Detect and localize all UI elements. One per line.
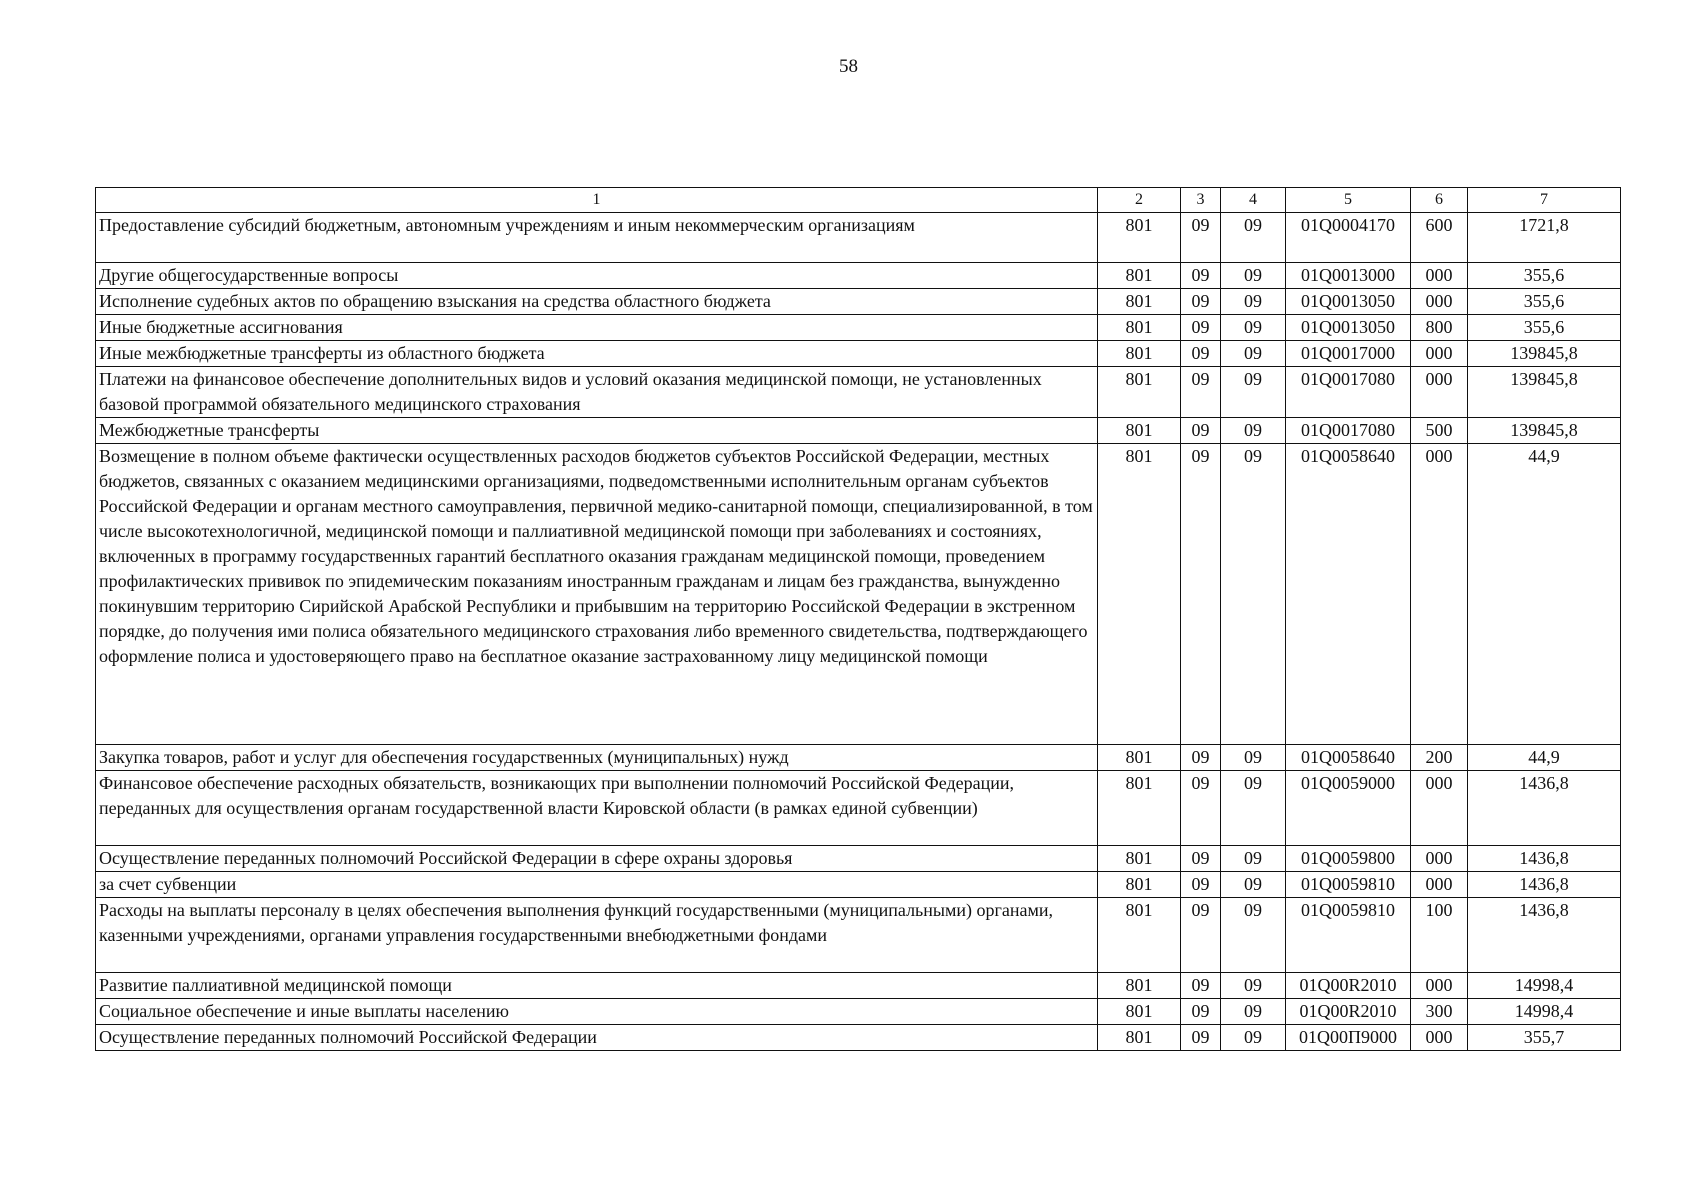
table-row: [96, 999, 1621, 1025]
row-col-3: 09: [1181, 418, 1221, 444]
table-row: [96, 263, 1621, 289]
row-col-2: 801: [1098, 367, 1181, 418]
header-col-4: 4: [1221, 188, 1286, 213]
row-col-2: 801: [1098, 999, 1181, 1025]
row-col-4: 09: [1221, 999, 1286, 1025]
row-col-4: 09: [1221, 898, 1286, 973]
row-name: Финансовое обеспечение расходных обязательств, возникающих при выполнении полномочий Российской Федерации, переданных для осуществления органам государственной власти Кировской области (в рамках единой субвенции): [96, 771, 1098, 846]
row-col-6: 100: [1411, 898, 1468, 973]
row-col-4: 09: [1221, 315, 1286, 341]
row-col-6: 200: [1411, 745, 1468, 771]
row-col-7: 44,9: [1468, 444, 1621, 745]
row-name: Возмещение в полном объеме фактически осуществленных расходов бюджетов субъектов Российской Федерации, местных бюджетов, связанных с оказанием медицинскими организациями, подведомственными исполнительным органам субъектов Российской Федерации и органам местного самоуправления, первичной медико-санитарной помощи, специализированной, в том числе высокотехнологичной, медицинской помощи и паллиативной медицинской помощи при заболеваниях и состояниях, включенных в программу государственных гарантий бесплатного оказания гражданам медицинской помощи, проведением профилактических прививок по эпидемическим показаниям иностранным гражданам и лицам без гражданства, вынужденно покинувшим территорию Сирийской Арабской Республики и прибывшим на территорию Российской Федерации в экстренном порядке, до получения ими полиса обязательного медицинского страхования либо временного свидетельства, подтверждающего оформление полиса и удостоверяющего право на бесплатное оказание застрахованному лицу медицинской помощи: [96, 444, 1098, 745]
row-col-2: 801: [1098, 289, 1181, 315]
header-col-1: 1: [96, 188, 1098, 213]
row-col-2: 801: [1098, 745, 1181, 771]
row-col-5: 01Q0059800: [1286, 846, 1411, 872]
row-col-3: 09: [1181, 872, 1221, 898]
row-col-7: 355,6: [1468, 315, 1621, 341]
row-col-6: 800: [1411, 315, 1468, 341]
row-col-5: 01Q0017000: [1286, 341, 1411, 367]
table-row: [96, 367, 1621, 418]
table-row: [96, 973, 1621, 999]
row-col-3: 09: [1181, 1025, 1221, 1051]
table-row: [96, 1025, 1621, 1051]
row-col-6: 000: [1411, 872, 1468, 898]
row-col-2: 801: [1098, 872, 1181, 898]
row-name: Иные бюджетные ассигнования: [96, 315, 1098, 341]
row-col-2: 801: [1098, 418, 1181, 444]
row-col-7: 355,6: [1468, 263, 1621, 289]
row-col-3: 09: [1181, 898, 1221, 973]
row-col-4: 09: [1221, 263, 1286, 289]
row-col-2: 801: [1098, 444, 1181, 745]
row-col-6: 300: [1411, 999, 1468, 1025]
row-col-5: 01Q0013000: [1286, 263, 1411, 289]
table-row: [96, 771, 1621, 846]
table-row: [96, 418, 1621, 444]
row-col-6: 000: [1411, 846, 1468, 872]
table-row: [96, 341, 1621, 367]
row-col-4: 09: [1221, 289, 1286, 315]
row-col-2: 801: [1098, 315, 1181, 341]
row-name: за счет субвенции: [96, 872, 1098, 898]
row-col-7: 139845,8: [1468, 418, 1621, 444]
row-col-7: 1436,8: [1468, 872, 1621, 898]
row-col-3: 09: [1181, 289, 1221, 315]
row-col-7: 14998,4: [1468, 999, 1621, 1025]
row-col-7: 1721,8: [1468, 213, 1621, 263]
row-col-2: 801: [1098, 263, 1181, 289]
table-row: [96, 872, 1621, 898]
row-name: Осуществление переданных полномочий Российской Федерации: [96, 1025, 1098, 1051]
header-col-2: 2: [1098, 188, 1181, 213]
row-col-5: 01Q0013050: [1286, 289, 1411, 315]
header-col-5: 5: [1286, 188, 1411, 213]
row-name: Осуществление переданных полномочий Российской Федерации в сфере охраны здоровья: [96, 846, 1098, 872]
row-col-5: 01Q0017080: [1286, 418, 1411, 444]
table-row: [96, 898, 1621, 973]
row-col-7: 139845,8: [1468, 341, 1621, 367]
row-col-5: 01Q0004170: [1286, 213, 1411, 263]
row-col-7: 1436,8: [1468, 846, 1621, 872]
row-name: Предоставление субсидий бюджетным, автономным учреждениям и иным некоммерческим организациям: [96, 213, 1098, 263]
row-col-4: 09: [1221, 341, 1286, 367]
row-col-6: 000: [1411, 289, 1468, 315]
row-col-4: 09: [1221, 444, 1286, 745]
row-col-6: 500: [1411, 418, 1468, 444]
row-col-2: 801: [1098, 1025, 1181, 1051]
row-col-3: 09: [1181, 263, 1221, 289]
row-col-5: 01Q0058640: [1286, 444, 1411, 745]
row-name: Закупка товаров, работ и услуг для обеспечения государственных (муниципальных) нужд: [96, 745, 1098, 771]
table-row: [96, 289, 1621, 315]
row-col-3: 09: [1181, 846, 1221, 872]
row-col-6: 000: [1411, 973, 1468, 999]
row-col-7: 44,9: [1468, 745, 1621, 771]
header-col-6: 6: [1411, 188, 1468, 213]
row-col-7: 1436,8: [1468, 771, 1621, 846]
row-col-5: 01Q00R2010: [1286, 973, 1411, 999]
row-col-3: 09: [1181, 973, 1221, 999]
row-col-6: 600: [1411, 213, 1468, 263]
row-col-5: 01Q00П9000: [1286, 1025, 1411, 1051]
row-col-4: 09: [1221, 418, 1286, 444]
row-name: Платежи на финансовое обеспечение дополнительных видов и условий оказания медицинской помощи, не установленных базовой программой обязательного медицинского страхования: [96, 367, 1098, 418]
table-row: [96, 846, 1621, 872]
row-name: Социальное обеспечение и иные выплаты населению: [96, 999, 1098, 1025]
row-col-4: 09: [1221, 745, 1286, 771]
row-name: Межбюджетные трансферты: [96, 418, 1098, 444]
row-col-2: 801: [1098, 973, 1181, 999]
table-row: [96, 745, 1621, 771]
row-col-4: 09: [1221, 367, 1286, 418]
row-col-3: 09: [1181, 341, 1221, 367]
row-col-2: 801: [1098, 846, 1181, 872]
row-col-7: 139845,8: [1468, 367, 1621, 418]
row-col-4: 09: [1221, 846, 1286, 872]
row-col-4: 09: [1221, 771, 1286, 846]
table-row: [96, 315, 1621, 341]
page-number: 58: [839, 56, 858, 77]
table-row: [96, 213, 1621, 263]
row-col-4: 09: [1221, 213, 1286, 263]
row-col-3: 09: [1181, 367, 1221, 418]
row-col-5: 01Q0059000: [1286, 771, 1411, 846]
row-col-6: 000: [1411, 367, 1468, 418]
row-name: Исполнение судебных актов по обращению взыскания на средства областного бюджета: [96, 289, 1098, 315]
row-col-6: 000: [1411, 263, 1468, 289]
row-name: Развитие паллиативной медицинской помощи: [96, 973, 1098, 999]
row-name: Расходы на выплаты персоналу в целях обеспечения выполнения функций государственными (муниципальными) органами, казенными учреждениями, органами управления государственными внебюджетными фондами: [96, 898, 1098, 973]
header-row: [96, 188, 1621, 213]
row-col-3: 09: [1181, 315, 1221, 341]
row-col-4: 09: [1221, 973, 1286, 999]
row-col-4: 09: [1221, 872, 1286, 898]
row-col-6: 000: [1411, 1025, 1468, 1051]
budget-table: [95, 187, 1621, 1051]
row-col-7: 355,7: [1468, 1025, 1621, 1051]
row-col-5: 01Q0059810: [1286, 898, 1411, 973]
row-col-3: 09: [1181, 771, 1221, 846]
row-col-7: 355,6: [1468, 289, 1621, 315]
row-col-3: 09: [1181, 444, 1221, 745]
row-col-6: 000: [1411, 444, 1468, 745]
row-col-2: 801: [1098, 898, 1181, 973]
row-col-6: 000: [1411, 771, 1468, 846]
row-col-5: 01Q0017080: [1286, 367, 1411, 418]
row-col-5: 01Q0059810: [1286, 872, 1411, 898]
row-col-3: 09: [1181, 213, 1221, 263]
row-col-5: 01Q00R2010: [1286, 999, 1411, 1025]
header-col-3: 3: [1181, 188, 1221, 213]
row-col-5: 01Q0013050: [1286, 315, 1411, 341]
row-col-4: 09: [1221, 1025, 1286, 1051]
row-col-2: 801: [1098, 341, 1181, 367]
table-row: [96, 444, 1621, 745]
row-col-7: 14998,4: [1468, 973, 1621, 999]
row-name: Иные межбюджетные трансферты из областного бюджета: [96, 341, 1098, 367]
row-name: Другие общегосударственные вопросы: [96, 263, 1098, 289]
row-col-3: 09: [1181, 745, 1221, 771]
row-col-2: 801: [1098, 771, 1181, 846]
row-col-5: 01Q0058640: [1286, 745, 1411, 771]
row-col-7: 1436,8: [1468, 898, 1621, 973]
row-col-2: 801: [1098, 213, 1181, 263]
row-col-3: 09: [1181, 999, 1221, 1025]
header-col-7: 7: [1468, 188, 1621, 213]
row-col-6: 000: [1411, 341, 1468, 367]
